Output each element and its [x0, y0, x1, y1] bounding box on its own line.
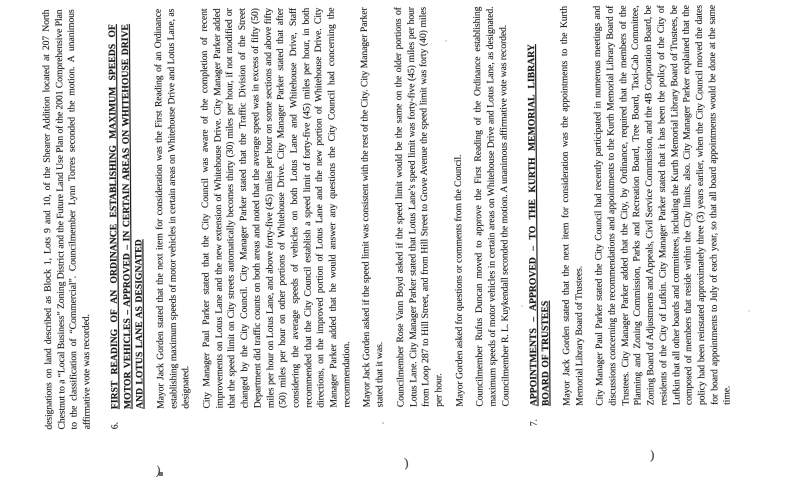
- item-paragraph: Mayor Jack Gorden asked if the speed limit was consistent with the rest of the City. City Manager Parker stated that it was.: [359, 7, 386, 408]
- item-heading: FIRST READING OF AN ORDINANCE ESTABLISHING MAXIMUM SPEEDS OF MOTOR VEHICLES – APPROVED – IN CERTAIN AREAS ON WHITEHOUSE DRIVE AND LOTUS LANE AS DESIGNATED: [106, 24, 146, 410]
- item-body: [106, 6, 512, 409]
- item-paragraph: City Manager Paul Parker stated that the City Council was aware of the completion of recent improvements on Lotus Lane and the new extension of Whitehouse Drive. City Manager Parker added that the speed limit on City streets automatically becomes thirty (30) miles per hour, if not modified or changed by the City Council. City Manager Parker stated that the Traffic Division of the Street Department did traffic counts on both areas and noted that the average speed was in excess of fifty (50) miles per hour on Lotus Lane, and above forty-five (45) miles per hour on some sections and above fifty (50) miles per hour on other portions of Whitehouse Drive. City Manager Parker stated that after considering the average speeds of vehicles on both Lotus Lane and Whitehouse Drive, Staff recommended that the City Council establish a speed limit of forty-five (45) miles per hour, in both directions, on the improved portion of Lotus Lane and the new portion of Whitehouse Drive. City Manager Parker added that he would answer any questions the City Council had concerning the recommendation.: [198, 7, 353, 409]
- punch-hole-mark: ): [155, 462, 162, 478]
- item-body: [525, 5, 734, 406]
- continuation-paragraph: designations on land described as Block 1, Lots 9 and 10, of the Shearer Addition located at 207 North Chestnut to a “Local Business” Zoning District and the Future Land Use Plan of the 2001 Comprehensive Plan to the classification of “Commercial”. Councilmember Lynn Torres seconded the motion. A unanimous affirmative vote was recorded.: [40, 9, 93, 430]
- agenda-item-7: [525, 5, 734, 426]
- item-paragraph: Councilmember Rufus Duncan moved to approve the First Reading of the Ordinance establishing maximum speeds of motor vehicles in certain areas on Whitehouse Drive and Lotus Lane, as designated. Councilmember R. L. Kuykendall seconded the motion. A unanimous affirmative vote was recorded.: [472, 6, 512, 407]
- agenda-item-6: [106, 6, 513, 429]
- item-heading: APPOINTMENTS – APPROVED – TO THE KURTH MEMORIAL LIBRARY BOARD OF TRUSTEES: [525, 44, 552, 407]
- item-paragraph: Councilmember Rose Vann Boyd asked if the speed limit would be the same on the older portions of Lotus Lane. City Manager Parker stated that Lotus Lane’s speed limit was forty-five (45) miles per hour from Loop 287 to Hill Street, and from Hill Street to Grove Avenue the speed limit was forty (40) miles per hour.: [392, 7, 445, 408]
- punch-hole-mark: ): [403, 454, 409, 470]
- item-paragraph: City Manager Paul Parker stated the City Council had recently participated in numerous meetings and discussions concerning the recommendations and appointments to the Kurth Memorial Library Board of Trustees. City Manager Parker added that the City, by Ordinance, required that the members of the Planning and Zoning Commission, Parks and Recreation Board, Tree Board, Taxi-Cab Committee, Zoning Board of Adjustments and Appeals, Civil Service Commission, and the 4B Corporation Board, be residents of the City of Lufkin. City Manager Parker stated that it has been the policy of the City of Lufkin that all other boards and committees, including the Kurth Memorial Library Board of Trustees, be composed of members that reside within the City limits, also. City Manager Parker explained that the policy had been reinstated approximately three (3) years earlier, when the City Council moved the dates for board appointments to July of each year, so that all board appointments would be done at the same time.: [591, 4, 733, 406]
- item-paragraph: Mayor Gorden asked for questions or comments from the Council.: [452, 154, 466, 407]
- item-paragraph: Mayor Jack Gorden stated that the next item for consideration was the First Reading of an Ordinance establishing maximum speeds of motor vehicles in certain areas on Whitehouse Drive and Lotus Lane, as designated.: [152, 8, 192, 409]
- punch-hole-mark: ): [649, 446, 655, 463]
- item-paragraph: Mayor Jack Gorden stated that the next item for consideration was the appointments to the Kurth Memorial Library Board of Trustees.: [558, 6, 586, 407]
- item-number: 6.: [109, 422, 121, 430]
- item-number: 7.: [528, 419, 540, 427]
